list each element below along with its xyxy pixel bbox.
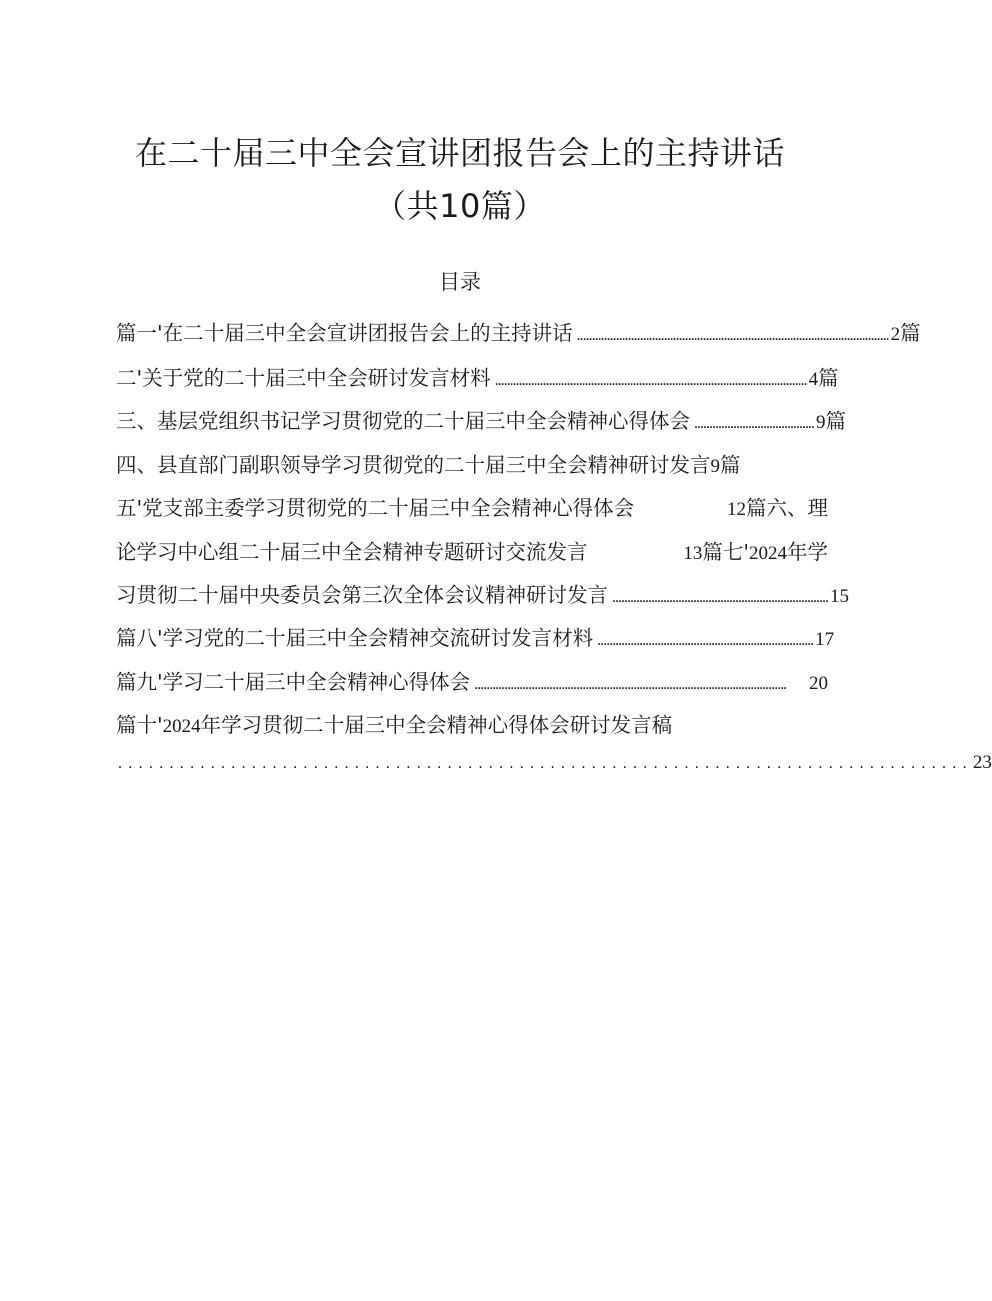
toc-entry-text: 三、基层党组织书记学习贯彻党的二十届三中全会精神心得体会 (116, 409, 690, 433)
toc-entry-text: 习贯彻二十届中央委员会第三次全体会议精神研讨发言 (116, 583, 608, 607)
leader-dots: ........................................................................ (612, 589, 828, 606)
toc-entry-page: 4篇 (808, 366, 839, 390)
toc-entry-page: 15 (830, 586, 849, 607)
toc-entry-3[interactable] (116, 404, 846, 434)
toc-entry-text: 篇十'2024年学习贯彻二十届三中全会精神心得体会研讨发言稿 (116, 713, 673, 737)
toc-entry-page: 20 (809, 673, 828, 694)
leader-dots: ........................................................................ (597, 632, 814, 649)
leader-dots: ................................................................................... (118, 755, 973, 772)
toc-entry-page: 13篇七'2024年学 (683, 540, 828, 564)
leader-dots: ........................................................................................................ (494, 372, 807, 389)
toc-entry-text: 论学习中心组二十届三中全会精神专题研讨交流发言 (116, 540, 588, 564)
document-title: 在二十届三中全会宣讲团报告会上的主持讲话 (134, 134, 785, 172)
toc-entry-8[interactable] (116, 621, 835, 651)
toc-entry-1[interactable] (116, 316, 921, 346)
toc-entry-page: 17 (815, 629, 835, 650)
toc-entry-6[interactable] (116, 535, 828, 565)
toc-entry-10[interactable] (116, 708, 828, 738)
toc-entry-page: 9篇 (710, 453, 741, 477)
toc-entry-page: 23 (972, 752, 992, 773)
toc-entry-4[interactable] (116, 448, 828, 478)
toc-entry-2[interactable] (116, 361, 839, 391)
toc-entry-text: 四、县直部门副职领导学习贯彻党的二十届三中全会精神研讨发言 (116, 453, 711, 477)
toc-entry-9[interactable] (116, 665, 828, 695)
document-subtitle: （共10篇） (374, 187, 546, 225)
toc-entry-page: 9篇 (816, 409, 846, 433)
leader-dots: ........................................................................................................ (474, 676, 787, 693)
toc-entry-text: 篇一'在二十届三中全会宣讲团报告会上的主持讲话 (116, 321, 573, 345)
toc-entry-page: 12篇六、理 (727, 496, 828, 520)
toc-entry-text: 篇九'学习二十届三中全会精神心得体会 (116, 670, 471, 694)
toc-entry-7[interactable] (116, 578, 849, 608)
toc-entry-10-page-line[interactable] (116, 752, 992, 782)
toc-entry-5[interactable] (116, 491, 828, 521)
leader-dots: ........................................ (694, 415, 814, 432)
leader-dots: ........................................................................................................ (576, 327, 889, 344)
toc-entry-text: 五'党支部主委学习贯彻党的二十届三中全会精神心得体会 (116, 496, 635, 520)
toc-heading: 目录 (439, 270, 481, 294)
toc-entry-page: 2篇 (890, 321, 921, 345)
toc-entry-text: 二'关于党的二十届三中全会研讨发言材料 (116, 366, 491, 390)
toc-entry-text: 篇八'学习党的二十届三中全会精神交流研讨发言材料 (116, 626, 594, 650)
